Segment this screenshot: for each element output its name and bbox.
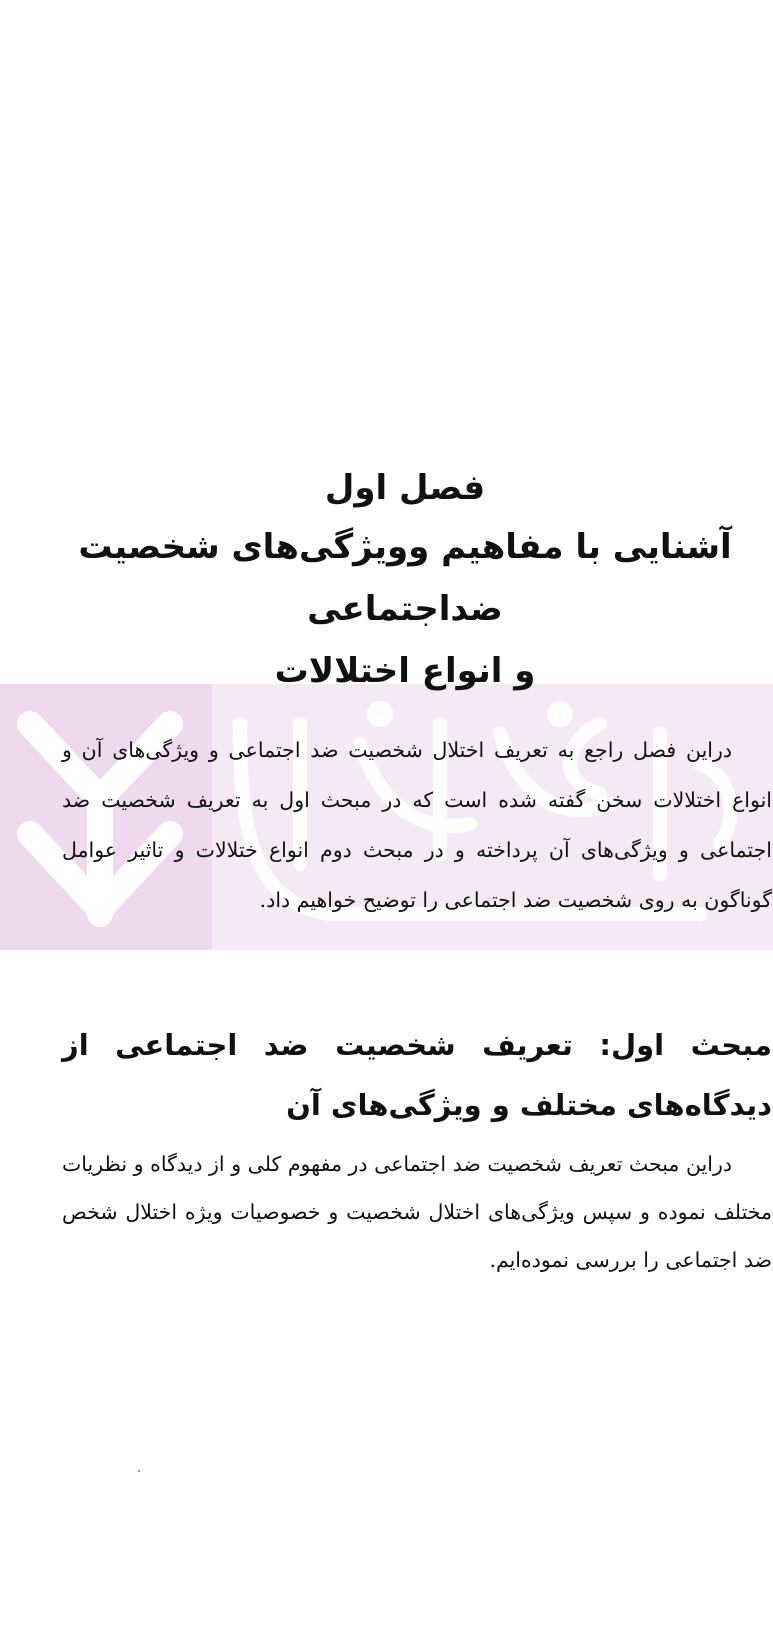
chapter-heading-block (40, 460, 770, 702)
intro-paragraph: دراین فصل راجع به تعریف اختلال شخصیت ضد اجتماعی و ویژگی‌های آن و انواع اختلالات سخن گفته شده است که در مبحث اول به تعریف شخصیت ضد اجتماعی و ویژگی‌های آن پرداخته و در مبحث دوم انواع ختلالات و تاثیر عوامل گوناگون به روی شخصیت ضد اجتماعی را توضیح خواهیم داد. (62, 738, 772, 912)
scan-speck (138, 1470, 140, 1472)
chapter-title-line-1: آشنایی با مفاهیم وویژگی‌های شخصیت ضداجتماعی (78, 527, 732, 629)
chapter-title-line-2: و انواع اختلالات (274, 651, 536, 691)
section-paragraph: دراین مبحث تعریف شخصیت ضد اجتماعی در مفهوم کلی و از دیدگاه و نظریات مختلف نموده و سپس ویژگی‌های اختلال شخصیت و خصوصیات ویژه اختلال شخص ضد اجتماعی را بررسی نموده‌ایم. (62, 1152, 772, 1272)
section-heading: مبحث اول: تعریف شخصیت ضد اجتماعی از دیدگاه‌های مختلف و ویژگی‌های آن (62, 1028, 772, 1122)
chapter-label: فصل اول (324, 468, 486, 508)
